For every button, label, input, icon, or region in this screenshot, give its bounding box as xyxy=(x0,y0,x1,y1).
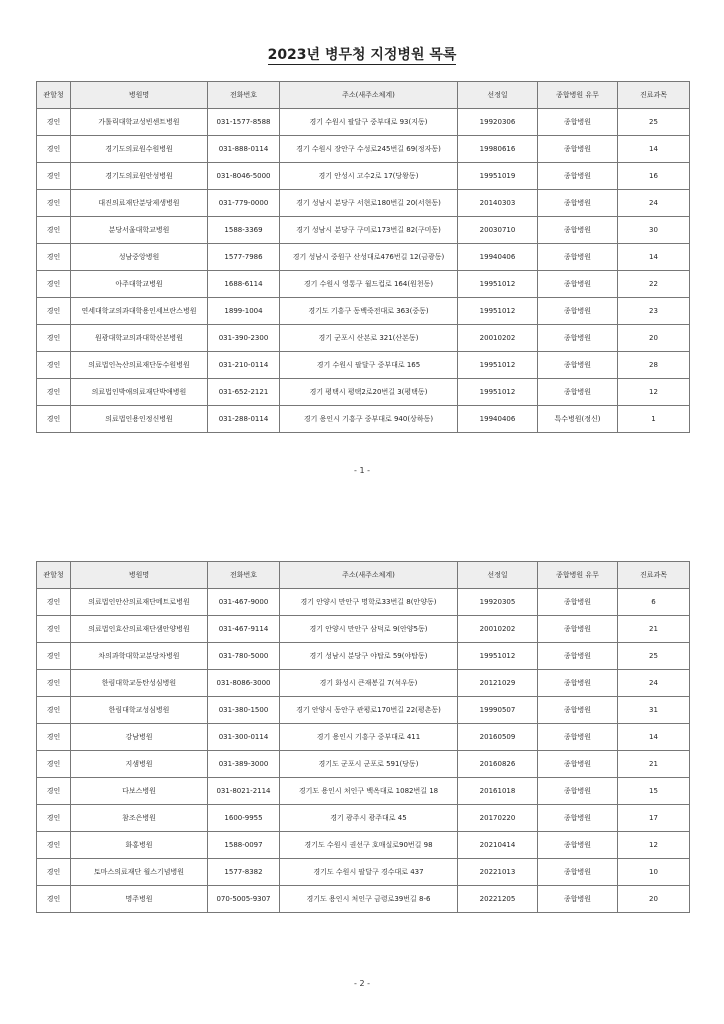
cell-jurisdiction: 경인 xyxy=(37,190,71,217)
cell-phone: 031-300-0114 xyxy=(208,724,280,751)
cell-address: 경기 안양시 만안구 삼덕로 9(안양5동) xyxy=(280,616,458,643)
page-number: - 2 - xyxy=(354,979,370,988)
table-row xyxy=(37,805,690,832)
cell-phone: 031-1577-8588 xyxy=(208,109,280,136)
table-row xyxy=(37,406,690,433)
cell-general-hospital: 종합병원 xyxy=(538,379,618,406)
col-header-jurisdiction: 관할청 xyxy=(37,82,71,109)
cell-departments: 22 xyxy=(618,271,690,298)
cell-selection-date: 20010202 xyxy=(458,325,538,352)
cell-selection-date: 19951019 xyxy=(458,163,538,190)
table-row xyxy=(37,616,690,643)
cell-general-hospital: 종합병원 xyxy=(538,109,618,136)
cell-departments: 15 xyxy=(618,778,690,805)
cell-jurisdiction: 경인 xyxy=(37,832,71,859)
hospital-table-page-1 xyxy=(36,81,690,433)
cell-departments: 21 xyxy=(618,751,690,778)
cell-general-hospital: 종합병원 xyxy=(538,859,618,886)
cell-address: 경기 용인시 기흥구 중부대로 940(상하동) xyxy=(280,406,458,433)
cell-jurisdiction: 경인 xyxy=(37,859,71,886)
cell-hospital-name: 지샘병원 xyxy=(71,751,208,778)
cell-departments: 24 xyxy=(618,190,690,217)
cell-hospital-name: 다보스병원 xyxy=(71,778,208,805)
cell-general-hospital: 종합병원 xyxy=(538,163,618,190)
cell-jurisdiction: 경인 xyxy=(37,217,71,244)
cell-address: 경기 군포시 산본로 321(산본동) xyxy=(280,325,458,352)
cell-general-hospital: 종합병원 xyxy=(538,352,618,379)
cell-jurisdiction: 경인 xyxy=(37,136,71,163)
cell-hospital-name: 의료법인용인정신병원 xyxy=(71,406,208,433)
cell-address: 경기도 수원시 권선구 호매실로90번길 98 xyxy=(280,832,458,859)
cell-departments: 25 xyxy=(618,109,690,136)
cell-jurisdiction: 경인 xyxy=(37,751,71,778)
cell-address: 경기도 수원시 팔달구 경수대로 437 xyxy=(280,859,458,886)
cell-phone: 031-8046-5000 xyxy=(208,163,280,190)
cell-general-hospital: 특수병원(정신) xyxy=(538,406,618,433)
cell-phone: 031-389-3000 xyxy=(208,751,280,778)
cell-jurisdiction: 경인 xyxy=(37,643,71,670)
cell-address: 경기 성남시 분당구 구미로173번길 82(구미동) xyxy=(280,217,458,244)
cell-jurisdiction: 경인 xyxy=(37,778,71,805)
cell-general-hospital: 종합병원 xyxy=(538,778,618,805)
cell-phone: 070-5005-9307 xyxy=(208,886,280,913)
cell-hospital-name: 토마스의료재단 윌스기념병원 xyxy=(71,859,208,886)
table-row xyxy=(37,643,690,670)
table-row xyxy=(37,379,690,406)
cell-phone: 031-467-9000 xyxy=(208,589,280,616)
cell-general-hospital: 종합병원 xyxy=(538,805,618,832)
table-row xyxy=(37,190,690,217)
cell-departments: 10 xyxy=(618,859,690,886)
table-row xyxy=(37,589,690,616)
table-row xyxy=(37,352,690,379)
cell-general-hospital: 종합병원 xyxy=(538,670,618,697)
col-header-general-hospital: 종합병원 유무 xyxy=(538,562,618,589)
cell-selection-date: 19940406 xyxy=(458,244,538,271)
cell-address: 경기 안양시 동안구 관평로170번길 22(평촌동) xyxy=(280,697,458,724)
cell-phone: 031-652-2121 xyxy=(208,379,280,406)
cell-address: 경기 성남시 분당구 야탑로 59(야탑동) xyxy=(280,643,458,670)
cell-selection-date: 19990507 xyxy=(458,697,538,724)
cell-departments: 14 xyxy=(618,136,690,163)
table-row xyxy=(37,325,690,352)
cell-selection-date: 20160509 xyxy=(458,724,538,751)
cell-general-hospital: 종합병원 xyxy=(538,724,618,751)
cell-departments: 14 xyxy=(618,244,690,271)
cell-phone: 031-380-1500 xyxy=(208,697,280,724)
cell-departments: 24 xyxy=(618,670,690,697)
cell-jurisdiction: 경인 xyxy=(37,805,71,832)
cell-hospital-name: 참조은병원 xyxy=(71,805,208,832)
cell-selection-date: 19940406 xyxy=(458,406,538,433)
cell-phone: 031-779-0000 xyxy=(208,190,280,217)
table-row xyxy=(37,271,690,298)
cell-departments: 31 xyxy=(618,697,690,724)
cell-phone: 031-780-5000 xyxy=(208,643,280,670)
cell-phone: 1588-3369 xyxy=(208,217,280,244)
col-header-hospital-name: 병원명 xyxy=(71,562,208,589)
cell-phone: 1577-8382 xyxy=(208,859,280,886)
table-row xyxy=(37,298,690,325)
cell-selection-date: 20121029 xyxy=(458,670,538,697)
cell-departments: 23 xyxy=(618,298,690,325)
table-row xyxy=(37,217,690,244)
table-row xyxy=(37,109,690,136)
table-row xyxy=(37,832,690,859)
cell-general-hospital: 종합병원 xyxy=(538,325,618,352)
page-number: - 1 - xyxy=(354,466,370,475)
cell-departments: 16 xyxy=(618,163,690,190)
cell-general-hospital: 종합병원 xyxy=(538,886,618,913)
cell-jurisdiction: 경인 xyxy=(37,589,71,616)
cell-selection-date: 19951012 xyxy=(458,379,538,406)
cell-selection-date: 20161018 xyxy=(458,778,538,805)
cell-departments: 12 xyxy=(618,832,690,859)
cell-jurisdiction: 경인 xyxy=(37,724,71,751)
cell-departments: 6 xyxy=(618,589,690,616)
cell-general-hospital: 종합병원 xyxy=(538,136,618,163)
cell-address: 경기 성남시 중원구 산성대로476번길 12(금광동) xyxy=(280,244,458,271)
cell-general-hospital: 종합병원 xyxy=(538,616,618,643)
table-body xyxy=(37,109,690,433)
cell-hospital-name: 의료법인효산의료재단샘안양병원 xyxy=(71,616,208,643)
cell-hospital-name: 차의과학대학교분당차병원 xyxy=(71,643,208,670)
col-header-general-hospital: 종합병원 유무 xyxy=(538,82,618,109)
cell-hospital-name: 명주병원 xyxy=(71,886,208,913)
cell-selection-date: 19951012 xyxy=(458,298,538,325)
cell-jurisdiction: 경인 xyxy=(37,244,71,271)
cell-address: 경기도 군포시 군포로 591(당동) xyxy=(280,751,458,778)
cell-general-hospital: 종합병원 xyxy=(538,643,618,670)
cell-selection-date: 20170220 xyxy=(458,805,538,832)
cell-jurisdiction: 경인 xyxy=(37,406,71,433)
cell-jurisdiction: 경인 xyxy=(37,298,71,325)
cell-jurisdiction: 경인 xyxy=(37,271,71,298)
col-header-address: 주소(새주소체계) xyxy=(280,82,458,109)
table-header-row xyxy=(37,562,690,589)
cell-address: 경기도 기흥구 동백죽전대로 363(중동) xyxy=(280,298,458,325)
cell-hospital-name: 한림대학교동탄성심병원 xyxy=(71,670,208,697)
cell-address: 경기 안양시 만안구 명학로33번길 8(안양동) xyxy=(280,589,458,616)
cell-general-hospital: 종합병원 xyxy=(538,190,618,217)
cell-general-hospital: 종합병원 xyxy=(538,697,618,724)
cell-phone: 1899-1004 xyxy=(208,298,280,325)
cell-selection-date: 20140303 xyxy=(458,190,538,217)
cell-hospital-name: 원광대학교의과대학산본병원 xyxy=(71,325,208,352)
document-title-text: 2023년 병무청 지정병원 목록 xyxy=(267,47,457,63)
cell-selection-date: 19951012 xyxy=(458,643,538,670)
col-header-departments: 진료과목 xyxy=(618,562,690,589)
cell-general-hospital: 종합병원 xyxy=(538,298,618,325)
cell-address: 경기 평택시 평택2로20번길 3(평택동) xyxy=(280,379,458,406)
cell-selection-date: 19951012 xyxy=(458,271,538,298)
cell-selection-date: 20221013 xyxy=(458,859,538,886)
cell-address: 경기 수원시 영통구 월드컵로 164(원천동) xyxy=(280,271,458,298)
cell-general-hospital: 종합병원 xyxy=(538,244,618,271)
table-row xyxy=(37,751,690,778)
cell-departments: 20 xyxy=(618,325,690,352)
cell-departments: 1 xyxy=(618,406,690,433)
cell-selection-date: 19951012 xyxy=(458,352,538,379)
cell-jurisdiction: 경인 xyxy=(37,616,71,643)
cell-phone: 031-467-9114 xyxy=(208,616,280,643)
table-row xyxy=(37,724,690,751)
cell-general-hospital: 종합병원 xyxy=(538,217,618,244)
cell-phone: 1577-7986 xyxy=(208,244,280,271)
cell-departments: 17 xyxy=(618,805,690,832)
cell-hospital-name: 경기도의료원수원병원 xyxy=(71,136,208,163)
cell-phone: 031-288-0114 xyxy=(208,406,280,433)
col-header-selection-date: 선정일 xyxy=(458,562,538,589)
col-header-hospital-name: 병원명 xyxy=(71,82,208,109)
cell-jurisdiction: 경인 xyxy=(37,325,71,352)
cell-departments: 12 xyxy=(618,379,690,406)
cell-hospital-name: 한림대학교성심병원 xyxy=(71,697,208,724)
cell-departments: 25 xyxy=(618,643,690,670)
cell-phone: 031-390-2300 xyxy=(208,325,280,352)
cell-address: 경기도 용인시 처인구 백옥대로 1082번길 18 xyxy=(280,778,458,805)
table-body xyxy=(37,589,690,913)
table-row xyxy=(37,670,690,697)
cell-hospital-name: 가톨릭대학교성빈센트병원 xyxy=(71,109,208,136)
cell-hospital-name: 연세대학교의과대학용인세브란스병원 xyxy=(71,298,208,325)
cell-phone: 031-888-0114 xyxy=(208,136,280,163)
cell-phone: 1600-9955 xyxy=(208,805,280,832)
cell-general-hospital: 종합병원 xyxy=(538,271,618,298)
cell-hospital-name: 의료법인박애의료재단박애병원 xyxy=(71,379,208,406)
table-row xyxy=(37,136,690,163)
cell-hospital-name: 성남중앙병원 xyxy=(71,244,208,271)
cell-address: 경기 안성시 고수2로 17(당왕동) xyxy=(280,163,458,190)
cell-departments: 21 xyxy=(618,616,690,643)
cell-jurisdiction: 경인 xyxy=(37,163,71,190)
cell-hospital-name: 분당서울대학교병원 xyxy=(71,217,208,244)
cell-hospital-name: 대진의료재단분당제생병원 xyxy=(71,190,208,217)
cell-departments: 20 xyxy=(618,886,690,913)
table-header-row xyxy=(37,82,690,109)
cell-general-hospital: 종합병원 xyxy=(538,832,618,859)
cell-jurisdiction: 경인 xyxy=(37,886,71,913)
cell-departments: 30 xyxy=(618,217,690,244)
cell-address: 경기 수원시 팔달구 중부대로 93(지동) xyxy=(280,109,458,136)
cell-hospital-name: 강남병원 xyxy=(71,724,208,751)
cell-phone: 1688-6114 xyxy=(208,271,280,298)
cell-address: 경기 화성시 큰재봉길 7(석우동) xyxy=(280,670,458,697)
cell-jurisdiction: 경인 xyxy=(37,670,71,697)
cell-hospital-name: 경기도의료원안성병원 xyxy=(71,163,208,190)
cell-address: 경기 용인시 기흥구 중부대로 411 xyxy=(280,724,458,751)
table-row xyxy=(37,778,690,805)
cell-general-hospital: 종합병원 xyxy=(538,589,618,616)
cell-jurisdiction: 경인 xyxy=(37,697,71,724)
table-row xyxy=(37,859,690,886)
cell-address: 경기 수원시 팔달구 중부대로 165 xyxy=(280,352,458,379)
cell-phone: 031-210-0114 xyxy=(208,352,280,379)
cell-selection-date: 20221205 xyxy=(458,886,538,913)
cell-address: 경기 광주시 광주대로 45 xyxy=(280,805,458,832)
cell-departments: 14 xyxy=(618,724,690,751)
cell-selection-date: 20160826 xyxy=(458,751,538,778)
cell-selection-date: 19920305 xyxy=(458,589,538,616)
cell-hospital-name: 화홍병원 xyxy=(71,832,208,859)
cell-departments: 28 xyxy=(618,352,690,379)
cell-selection-date: 20030710 xyxy=(458,217,538,244)
cell-selection-date: 19980616 xyxy=(458,136,538,163)
cell-phone: 1588-0097 xyxy=(208,832,280,859)
table-row xyxy=(37,697,690,724)
col-header-phone: 전화번호 xyxy=(208,82,280,109)
col-header-phone: 전화번호 xyxy=(208,562,280,589)
cell-hospital-name: 의료법인녹산의료재단동수원병원 xyxy=(71,352,208,379)
col-header-address: 주소(새주소체계) xyxy=(280,562,458,589)
col-header-selection-date: 선정일 xyxy=(458,82,538,109)
cell-general-hospital: 종합병원 xyxy=(538,751,618,778)
cell-phone: 031-8021-2114 xyxy=(208,778,280,805)
cell-address: 경기도 용인시 처인구 금령로39번길 8-6 xyxy=(280,886,458,913)
table-row xyxy=(37,244,690,271)
table-row xyxy=(37,163,690,190)
hospital-table-page-2 xyxy=(36,561,690,913)
cell-hospital-name: 아주대학교병원 xyxy=(71,271,208,298)
cell-address: 경기 수원시 장안구 수성로245번길 69(정자동) xyxy=(280,136,458,163)
col-header-jurisdiction: 관할청 xyxy=(37,562,71,589)
cell-selection-date: 20010202 xyxy=(458,616,538,643)
cell-selection-date: 19920306 xyxy=(458,109,538,136)
cell-hospital-name: 의료법인안산의료재단메트로병원 xyxy=(71,589,208,616)
table-row xyxy=(37,886,690,913)
cell-jurisdiction: 경인 xyxy=(37,379,71,406)
cell-address: 경기 성남시 분당구 서현로180번길 20(서현동) xyxy=(280,190,458,217)
cell-selection-date: 20210414 xyxy=(458,832,538,859)
cell-phone: 031-8086-3000 xyxy=(208,670,280,697)
cell-jurisdiction: 경인 xyxy=(37,352,71,379)
document-title xyxy=(0,44,724,64)
col-header-departments: 진료과목 xyxy=(618,82,690,109)
cell-jurisdiction: 경인 xyxy=(37,109,71,136)
